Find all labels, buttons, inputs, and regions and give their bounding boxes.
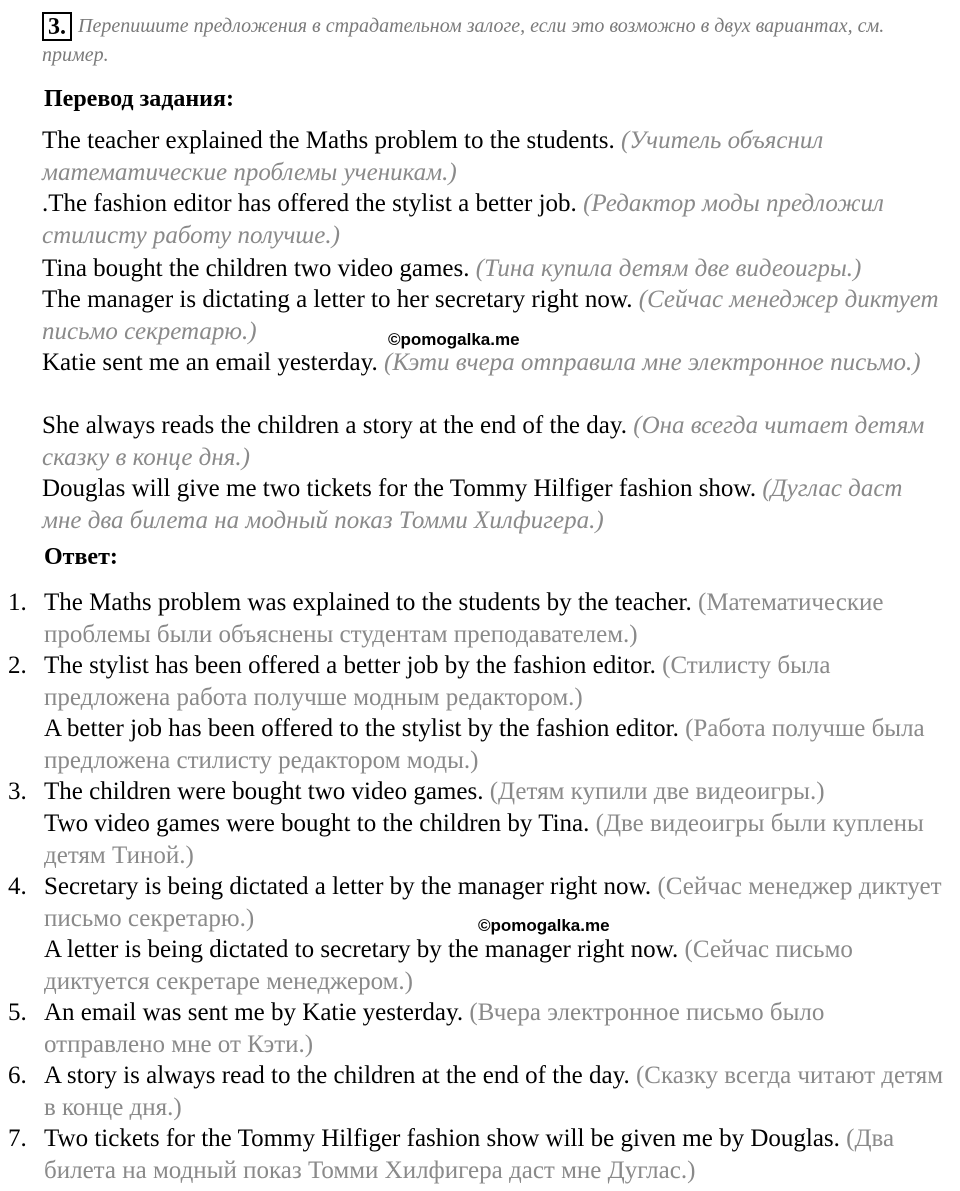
source-sentence bbox=[42, 473, 942, 536]
answer-item bbox=[0, 934, 960, 997]
answer-number: 3. bbox=[8, 778, 27, 805]
answer-ru: (Стилисту была предложена работа получше модным редактором.) bbox=[44, 652, 831, 711]
watermark: ©pomogalka.me bbox=[388, 330, 520, 349]
sentence-ru: (Кэти вчера отправила мне электронное письмо.) bbox=[384, 349, 921, 376]
answer-number: 6. bbox=[8, 1062, 27, 1089]
sentence-ru: (Учитель объяснил математические проблемы ученикам.) bbox=[42, 127, 824, 186]
sentence-en: Tina bought the children two video games. bbox=[42, 255, 470, 282]
answer-ru: (Вчера электронное письмо было отправлено мне от Кэти.) bbox=[44, 999, 825, 1058]
answer-number: 4. bbox=[8, 873, 27, 900]
answer-item bbox=[0, 650, 960, 713]
answer-item bbox=[0, 808, 960, 871]
answer-item bbox=[0, 587, 960, 650]
watermark: ©pomogalka.me bbox=[478, 916, 610, 935]
answer-ru: (Два билета на модный показ Томми Хилфигера даст мне Дуглас.) bbox=[44, 1125, 895, 1184]
task-instruction bbox=[42, 12, 942, 70]
answer-item bbox=[0, 1123, 960, 1186]
source-sentence bbox=[42, 188, 942, 251]
answer-number: 7. bbox=[8, 1125, 27, 1152]
answer-en: A story is always read to the children at the end of the day. bbox=[44, 1062, 630, 1089]
answer-en: The stylist has been offered a better job by the fashion editor. bbox=[44, 652, 656, 679]
source-sentence bbox=[42, 253, 942, 285]
answer-en: Secretary is being dictated a letter by the manager right now. bbox=[44, 873, 652, 900]
answer-en: An email was sent me by Katie yesterday. bbox=[44, 999, 464, 1026]
sentence-ru: (Дуглас даст мне два билета на модный показ Томми Хилфигера.) bbox=[42, 475, 903, 534]
sentence-ru: (Редактор моды предложил стилисту работу получше.) bbox=[42, 190, 884, 249]
source-sentence bbox=[42, 125, 942, 188]
answer-ru: (Детям купили две видеоигры.) bbox=[489, 778, 825, 805]
translation-heading: Перевод задания: bbox=[44, 86, 234, 112]
task-text: Перепишите предложения в страдательном залоге, если это возможно в двух вариантах, см. пример. bbox=[42, 15, 885, 66]
answer-number: 2. bbox=[8, 652, 27, 679]
source-sentence bbox=[42, 410, 942, 473]
answer-number: 1. bbox=[8, 589, 27, 616]
answer-heading: Ответ: bbox=[44, 544, 118, 570]
sentence-en: She always reads the children a story at the end of the day. bbox=[42, 412, 627, 439]
task-number: 3. bbox=[42, 12, 72, 41]
sentence-ru: (Она всегда читает детям сказку в конце дня.) bbox=[42, 412, 925, 471]
answer-en: The children were bought two video games. bbox=[44, 778, 484, 805]
answer-en: The Maths problem was explained to the students by the teacher. bbox=[44, 589, 692, 616]
sentence-en: .The fashion editor has offered the stylist a better job. bbox=[42, 190, 577, 217]
answer-en: A better job has been offered to the stylist by the fashion editor. bbox=[44, 715, 679, 742]
answer-ru: (Работа получше была предложена стилисту редактором моды.) bbox=[44, 715, 925, 774]
answer-ru: (Две видеоигры были куплены детям Тиной.) bbox=[44, 810, 924, 869]
answer-en: Two tickets for the Tommy Hilfiger fashion show will be given me by Douglas. bbox=[44, 1125, 840, 1152]
answer-item bbox=[0, 1060, 960, 1123]
sentence-en: Katie sent me an email yesterday. bbox=[42, 349, 378, 376]
sentence-en: Douglas will give me two tickets for the Tommy Hilfiger fashion show. bbox=[42, 475, 757, 502]
sentence-en: The manager is dictating a letter to her secretary right now. bbox=[42, 286, 633, 313]
answer-ru: (Математические проблемы были объяснены студентам преподавателем.) bbox=[44, 589, 884, 648]
sentence-en: The teacher explained the Maths problem to the students. bbox=[42, 127, 615, 154]
answer-en: A letter is being dictated to secretary by the manager right now. bbox=[44, 936, 679, 963]
sentence-ru: (Тина купила детям две видеоигры.) bbox=[475, 255, 862, 282]
answer-item bbox=[0, 997, 960, 1060]
answer-number: 5. bbox=[8, 999, 27, 1026]
answer-ru: (Сейчас письмо диктуется секретаре менеджером.) bbox=[44, 936, 853, 995]
answer-ru: (Сейчас менеджер диктует письмо секретарю.) bbox=[44, 873, 942, 932]
answer-item bbox=[0, 713, 960, 776]
sentence-ru: (Сейчас менеджер диктует письмо секретарю.) bbox=[42, 286, 939, 345]
source-sentence bbox=[42, 347, 942, 379]
answer-ru: (Сказку всегда читают детям в конце дня.) bbox=[44, 1062, 944, 1121]
answer-item bbox=[0, 776, 960, 808]
answer-en: Two video games were bought to the children by Tina. bbox=[44, 810, 590, 837]
